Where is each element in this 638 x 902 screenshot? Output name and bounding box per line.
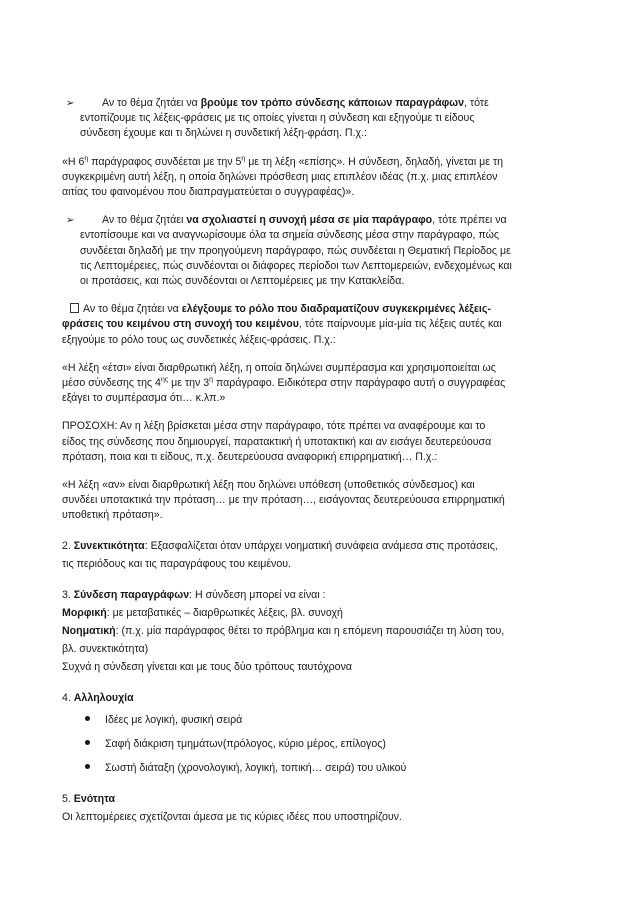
bullet-dot-icon <box>85 740 90 745</box>
example-quote-2: «Η λέξη «έτσι» είναι διαρθρωτική λέξη, η οποία δηλώνει συμπέρασμα και χρησιμοποιείται ως μέσο σύνδεσης της $4^{\eta\varsigma}$ με την $3^\eta$ παράγραφο. Ειδικότερα στην παράγραφο αυτή ο συγγραφέας εξάγει το συμπέρασμα ότι… κ.λπ.» <box>62 361 506 405</box>
bullet-paragraph-2: ➢ Αν το θέμα ζητάει να σχολιαστεί η συνοχή μέσα σε μία παράγραφο, τότε πρέπει να εντοπίσουμε και να αναγνωρίσουμε όλα τα σημεία σύνδεσης μέσα στην παράγραφο, πώς συνδέεται δηλαδή με την προηγούμενη παράγραφο, πώς συνδέεται η Θεματική Περίοδος με τις Λεπτομέρειες, πώς συνδέονται οι διάφορες περίοδοι των Λεπτομερειών, ενδεχομένως και οι προτάσεις, και πώς συνδέονται οι Λεπτομέρειες με την Κατακλείδα. <box>66 214 512 288</box>
bullet-paragraph-1: ➢ Αν το θέμα ζητάει να βρούμε τον τρόπο σύνδεσης κάποιων παραγράφων, τότε εντοπίζουμε τις λέξεις-φράσεις με τις οποίες γίνεται η σύνδεση και εξηγούμε τι είδους σύνδεση έχουμε και τι δηλώνει η συνδετική λέξη-φράση. Π.χ.: <box>66 97 489 140</box>
example-quote-1: «Η $6^\eta$ παράγραφος συνδέεται με την $5^\eta$ με τη λέξη «επίσης». Η σύνδεση, δηλαδή, γίνεται με τη συγκεκριμένη αυτή λέξη, η οποία δηλώνει πρόσθεση μιας επιπλέον ιδέας (π.χ. μιας επιπλέον αιτίας του φαινομένου που διαπραγματεύεται ο συγγραφέας)». <box>62 155 504 199</box>
note-paragraph: ΠΡΟΣΟΧΗ: Αν η λέξη βρίσκεται μέσα στην παράγραφο, τότε πρέπει να αναφέρουμε και το είδος της σύνδεσης που δημιουργεί, παρατακτική ή υποτακτική και αν εισάγει δευτερεύουσα πρόταση, ποια και τι είδους, π.χ. δευτερεύουσα αναφορική επιρρηματική… Π.χ.: <box>62 420 492 463</box>
section-5: 5. Ενότητα Οι λεπτομέρειες σχετίζονται άμεσα με τις κύριες ιδέες που υποστηρίζουν. <box>62 792 402 823</box>
emphasis: φράσεις του κειμένου στη συνοχή του κειμένου <box>62 318 299 331</box>
term: Μορφική <box>62 606 107 619</box>
list-item: Σαφή διάκριση τμημάτων(πρόλογος, κύριο μέρος, επίλογος) <box>62 735 580 753</box>
bullet-dot-icon <box>85 764 90 769</box>
section-2: 2. Συνεκτικότητα: Εξασφαλίζεται όταν υπάρχει νοηματική συνάφεια ανάμεσα στις προτάσεις, τις περιόδους και τις παραγράφους του κειμένου. <box>62 539 498 570</box>
missing-glyph-box-icon <box>70 303 79 313</box>
section-title: Συνεκτικότητα <box>73 539 145 552</box>
section-title: Ενότητα <box>73 792 116 805</box>
section-3: 3. Σύνδεση παραγράφων: Η σύνδεση μπορεί να είναι : Μορφική: με μεταβατικές – διαρθρωτικές λέξεις, βλ. συνοχή Νοηματική: (π.χ. μία παράγραφος θέτει το πρόβλημα και η επόμενη παρουσιάζει τη λύση του, βλ. συνεκτικότητα) Συχνά η σύνδεση γίνεται και με τους δύο τρόπους ταυτόχρονα <box>62 588 505 673</box>
list-item: Σωστή διάταξη (χρονολογική, λογική, τοπική… σειρά) του υλικού <box>62 759 580 777</box>
document-page <box>62 96 580 839</box>
section-title: Σύνδεση παραγράφων <box>73 588 190 601</box>
emphasis: βρούμε τον τρόπο σύνδεσης κάποιων παραγράφων <box>200 97 465 109</box>
emphasis: ελέγξουμε το ρόλο που διαδραματίζουν συγκεκριμένες λέξεις- <box>181 303 491 316</box>
section-title: Αλληλουχία <box>73 691 134 704</box>
arrow-bullet-icon: ➢ <box>66 215 75 227</box>
arrow-bullet-icon: ➢ <box>66 98 75 109</box>
term: Νοηματική <box>62 624 116 637</box>
bullet-list <box>62 711 580 777</box>
list-item: Ιδέες με λογική, φυσική σειρά <box>62 711 580 729</box>
emphasis: να σχολιαστεί η συνοχή μέσα σε μία παράγραφο <box>186 214 433 227</box>
example-quote-3: «Η λέξη «αν» είναι διαρθρωτική λέξη που δηλώνει υπόθεση (υποθετικός σύνδεσμος) και συνδέει υποτακτικά την πρόταση… με την πρόταση…, εισάγοντας δευτερεύουσα επιρρηματική υποθετική πρόταση». <box>62 479 505 522</box>
bullet-paragraph-3: Αν το θέμα ζητάει να ελέγξουμε το ρόλο που διαδραματίζουν συγκεκριμένες λέξεις- φράσεις του κειμένου στη συνοχή του κειμένου, τότε παίρνουμε μία-μία τις λέξεις αυτές και εξηγούμε το ρόλο τους ως συνδετικές λέξεις-φράσεις. Π.χ.: <box>62 303 502 346</box>
section-4: 4. Αλληλουχία Ιδέες με λογική, φυσική σειρά Σαφή διάκριση τμημάτων(πρόλογος, κύριο μέρος, επίλογος) Σωστή διάταξη (χρονολογική, λογική, τοπική… σειρά) του υλικού <box>62 689 580 777</box>
bullet-dot-icon <box>85 716 90 721</box>
